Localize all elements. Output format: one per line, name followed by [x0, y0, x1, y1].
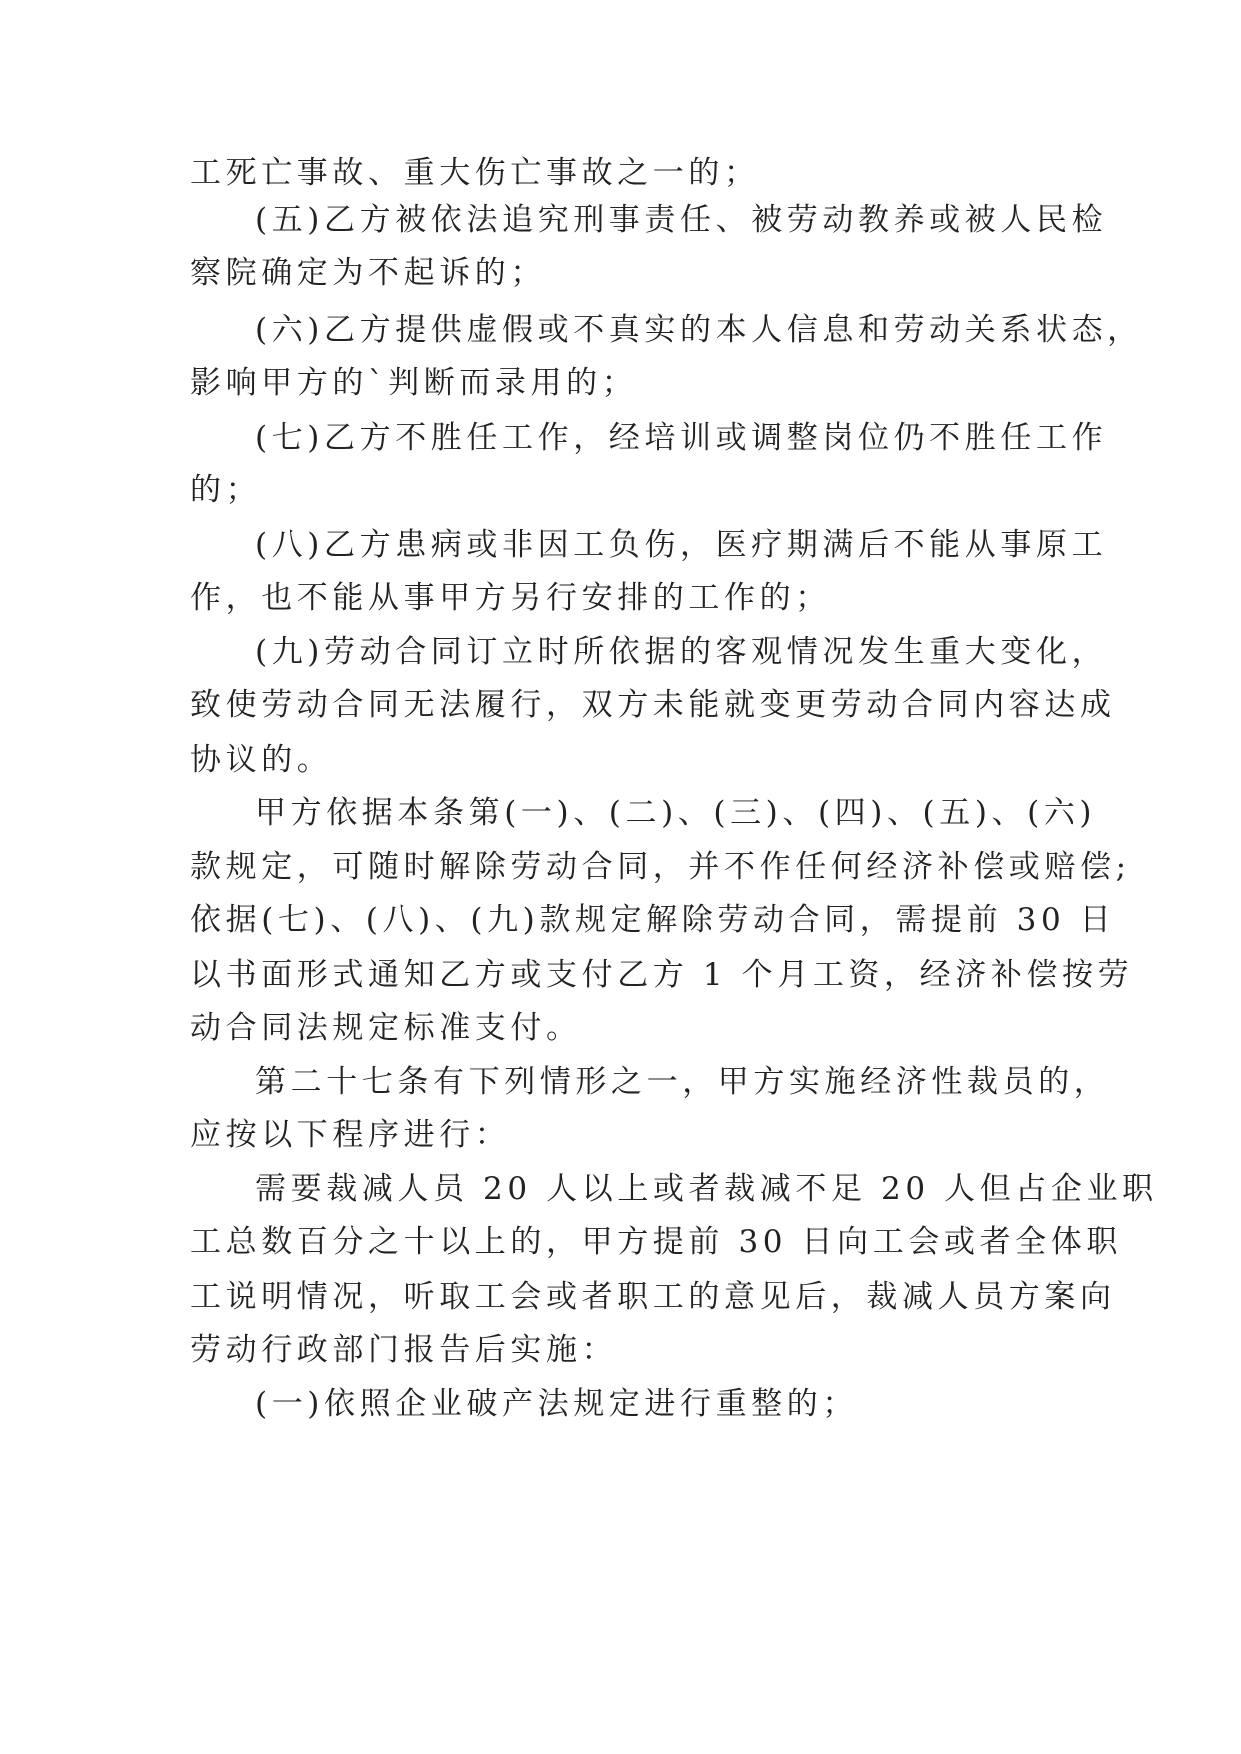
- text-line: 款规定，可随时解除劳动合同，并不作任何经济补偿或赔偿;: [190, 849, 1131, 885]
- text-line: (五)乙方被依法追究刑事责任、被劳动教养或被人民检: [255, 202, 1108, 238]
- text-line: 甲方依据本条第(一)、(二)、(三)、(四)、(五)、(六): [255, 795, 1097, 831]
- text-line: (六)乙方提供虚假或不真实的本人信息和劳动关系状态，: [255, 312, 1143, 348]
- text-line: 影响甲方的`判断而录用的；: [190, 365, 638, 401]
- text-line: 劳动行政部门报告后实施：: [190, 1332, 618, 1368]
- text-line: 协议的。: [190, 742, 333, 778]
- text-line: 动合同法规定标准支付。: [190, 1010, 582, 1046]
- text-line: 工说明情况，听取工会或者职工的意见后，裁减人员方案向: [190, 1279, 1116, 1315]
- text-line: (八)乙方患病或非因工负伤，医疗期满后不能从事原工: [255, 527, 1108, 563]
- text-line: 工死亡事故、重大伤亡事故之一的；: [190, 155, 760, 191]
- text-line: (七)乙方不胜任工作，经培训或调整岗位仍不胜任工作: [255, 420, 1108, 456]
- text-line: 需要裁减人员 20 人以上或者裁减不足 20 人但占企业职: [255, 1171, 1158, 1207]
- text-line: 工总数百分之十以上的，甲方提前 30 日向工会或者全体职: [190, 1224, 1122, 1260]
- text-line: 依据(七)、(八)、(九)款规定解除劳动合同，需提前 30 日: [190, 902, 1116, 938]
- text-line: 作，也不能从事甲方另行安排的工作的；: [190, 580, 831, 616]
- text-line: (一)依照企业破产法规定进行重整的；: [255, 1386, 858, 1422]
- text-line: (九)劳动合同订立时所依据的客观情况发生重大变化，: [255, 634, 1108, 670]
- text-line: 的；: [190, 472, 262, 508]
- text-line: 应按以下程序进行：: [190, 1117, 511, 1153]
- text-line: 致使劳动合同无法履行，双方未能就变更劳动合同内容达成: [190, 687, 1116, 723]
- text-line: 第二十七条有下列情形之一，甲方实施经济性裁员的，: [255, 1064, 1110, 1100]
- text-line: 察院确定为不起诉的；: [190, 255, 546, 291]
- text-line: 以书面形式通知乙方或支付乙方 1 个月工资，经济补偿按劳: [190, 957, 1134, 993]
